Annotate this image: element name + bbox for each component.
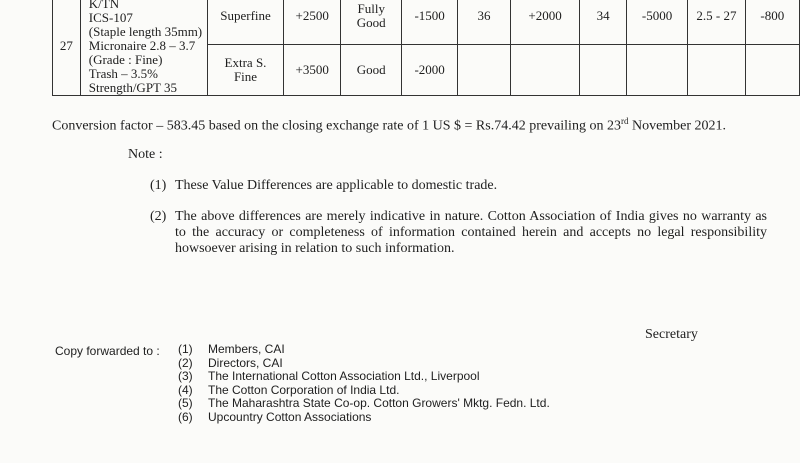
table-cell: Extra S. Fine bbox=[207, 45, 283, 96]
list-item: (6) Upcountry Cotton Associations bbox=[178, 409, 372, 424]
spec-line: K/TN bbox=[88, 0, 120, 11]
table-cell: 36 bbox=[458, 0, 511, 45]
note-number: (2) bbox=[150, 209, 167, 224]
spec-line: (Staple length 35mm) bbox=[88, 24, 203, 39]
note-text: These Value Differences are applicable to domestic trade. bbox=[175, 178, 498, 193]
cotton-spec-cell bbox=[80, 0, 207, 96]
table-cell bbox=[580, 45, 627, 96]
table-cell bbox=[688, 45, 746, 96]
table-cell: 2.5 - 27 bbox=[688, 0, 746, 45]
table-cell: -800 bbox=[745, 0, 799, 45]
value-difference-table bbox=[52, 0, 800, 96]
table-cell: Fully Good bbox=[341, 0, 402, 45]
table-cell: -1500 bbox=[402, 0, 458, 45]
table-cell: Good bbox=[341, 45, 402, 96]
copy-forwarded-label: Copy forwarded to : bbox=[55, 344, 160, 358]
table-cell bbox=[626, 45, 687, 96]
spec-line: Strength/GPT 35 bbox=[88, 80, 178, 95]
note-label: Note : bbox=[128, 147, 163, 162]
table-cell: Superfine bbox=[207, 0, 283, 45]
table-cell: +2500 bbox=[284, 0, 341, 45]
spec-line: Micronaire 2.8 – 3.7 bbox=[88, 38, 196, 53]
note-number: (1) bbox=[150, 178, 167, 193]
list-item: (1) Members, CAI bbox=[178, 342, 285, 356]
signature-title: Secretary bbox=[645, 327, 698, 342]
table-cell: -2000 bbox=[402, 45, 458, 96]
table-cell: 34 bbox=[580, 0, 627, 45]
row-number: 27 bbox=[59, 38, 73, 53]
table-cell: +2000 bbox=[510, 0, 579, 45]
list-item: (4) The Cotton Corporation of India Ltd. bbox=[178, 382, 400, 397]
spec-line: (Grade : Fine) bbox=[88, 52, 163, 67]
spec-line: ICS-107 bbox=[88, 10, 133, 25]
conversion-factor-text: Conversion factor – 583.45 based on the closing exchange rate of 1 US $ = Rs.74.42 prevailing on 23rd November 2021. bbox=[52, 116, 727, 134]
table-cell bbox=[458, 45, 511, 96]
table-cell bbox=[510, 45, 579, 96]
table-cell bbox=[745, 45, 799, 96]
list-item: (5) The Maharashtra State Co-op. Cotton Growers' Mktg. Fedn. Ltd. bbox=[178, 396, 550, 411]
table-cell: -5000 bbox=[626, 0, 687, 45]
list-item: (2) Directors, CAI bbox=[178, 355, 283, 370]
spec-line: Trash – 3.5% bbox=[88, 66, 158, 81]
table-cell: +3500 bbox=[284, 45, 341, 96]
list-item: (3) The International Cotton Association Ltd., Liverpool bbox=[178, 369, 480, 384]
recipient-list bbox=[178, 343, 550, 425]
table-row bbox=[53, 0, 800, 45]
row-number-cell bbox=[53, 0, 81, 96]
note-text: The above differences are merely indicative in nature. Cotton Association of India gives no warranty as to the accuracy or completeness of information contained herein and accepts no legal responsibility howsoever arising in relation to such information. bbox=[175, 209, 767, 256]
